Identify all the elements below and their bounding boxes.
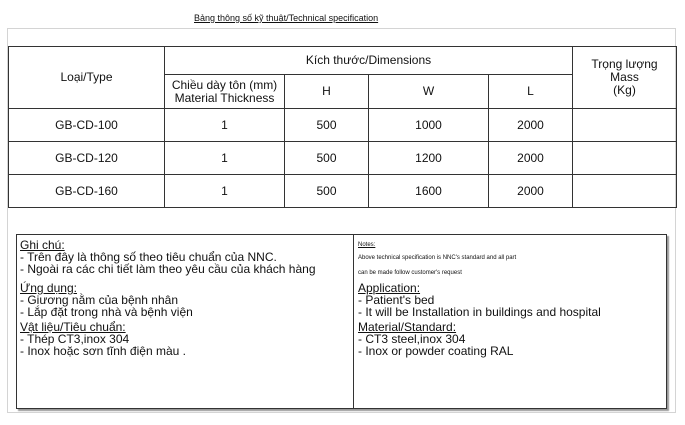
notes-heading-vi: Ghi chú: <box>20 238 65 252</box>
cell-w: 1000 <box>369 109 489 142</box>
material-line-vi: - Thép CT3,inox 304 <box>20 332 130 346</box>
header-thickness <box>165 75 285 109</box>
cell-thickness: 1 <box>165 109 285 142</box>
table-header-row <box>9 47 677 75</box>
application-line-vi: - Lắp đặt trong nhà và bệnh viện <box>20 305 193 319</box>
notes-line-en: Above technical specification is NNC's standard and all part <box>358 255 517 261</box>
notes-heading-en: Notes: <box>358 242 376 248</box>
material-heading-vi: Vật liệu/Tiêu chuẩn: <box>20 320 126 334</box>
material-heading-en: Material/Standard: <box>358 320 457 334</box>
notes-vietnamese <box>20 239 316 357</box>
header-mass-line1: Trọng lượng <box>591 57 658 71</box>
header-thickness-line2: Material Thickness <box>174 90 275 105</box>
table-row <box>9 142 677 175</box>
material-line-en: - CT3 steel,inox 304 <box>358 332 466 346</box>
cell-l: 2000 <box>489 142 573 175</box>
material-line-en: - Inox or powder coating RAL <box>358 344 514 358</box>
notes-english <box>358 241 601 357</box>
material-line-vi: - Inox hoặc sơn tĩnh điện màu . <box>20 344 186 358</box>
cell-thickness: 1 <box>165 142 285 175</box>
cell-w: 1600 <box>369 175 489 208</box>
cell-l: 2000 <box>489 109 573 142</box>
header-mass-line2: Mass <box>610 70 639 84</box>
application-line-vi: - Giương nằm của bệnh nhân <box>20 293 178 307</box>
header-type: Loại/Type <box>9 47 165 109</box>
application-heading-en: Application: <box>358 281 421 295</box>
cell-type: GB-CD-100 <box>9 109 165 142</box>
table-row <box>9 175 677 208</box>
notes-divider <box>353 235 354 408</box>
cell-h: 500 <box>285 142 369 175</box>
cell-mass <box>573 109 677 142</box>
application-heading-vi: Ứng dụng: <box>20 281 77 295</box>
cell-l: 2000 <box>489 175 573 208</box>
header-thickness-line1: Chiều dày tôn (mm) <box>171 77 278 92</box>
header-mass <box>573 47 677 109</box>
notes-line-vi: - Ngoài ra các chi tiết làm theo yêu cầu của khách hàng <box>20 262 316 276</box>
header-l: L <box>489 75 573 109</box>
cell-mass <box>573 175 677 208</box>
header-mass-line3: (Kg) <box>613 83 636 97</box>
header-dimensions: Kích thước/Dimensions <box>165 47 573 75</box>
header-h: H <box>285 75 369 109</box>
notes-line-vi: - Trên đây là thông số theo tiêu chuẩn của NNC. <box>20 250 277 264</box>
cell-h: 500 <box>285 109 369 142</box>
cell-h: 500 <box>285 175 369 208</box>
document-title: Bảng thông số kỹ thuật/Technical specification <box>194 13 379 23</box>
cell-w: 1200 <box>369 142 489 175</box>
application-line-en: - Patient's bed <box>358 293 435 307</box>
cell-thickness: 1 <box>165 175 285 208</box>
spec-table <box>8 46 677 208</box>
notes-line-en: can be made follow customer's request <box>358 270 462 276</box>
cell-mass <box>573 142 677 175</box>
cell-type: GB-CD-160 <box>9 175 165 208</box>
table-row <box>9 109 677 142</box>
header-w: W <box>369 75 489 109</box>
application-line-en: - It will be Installation in buildings and hospital <box>358 305 601 319</box>
cell-type: GB-CD-120 <box>9 142 165 175</box>
